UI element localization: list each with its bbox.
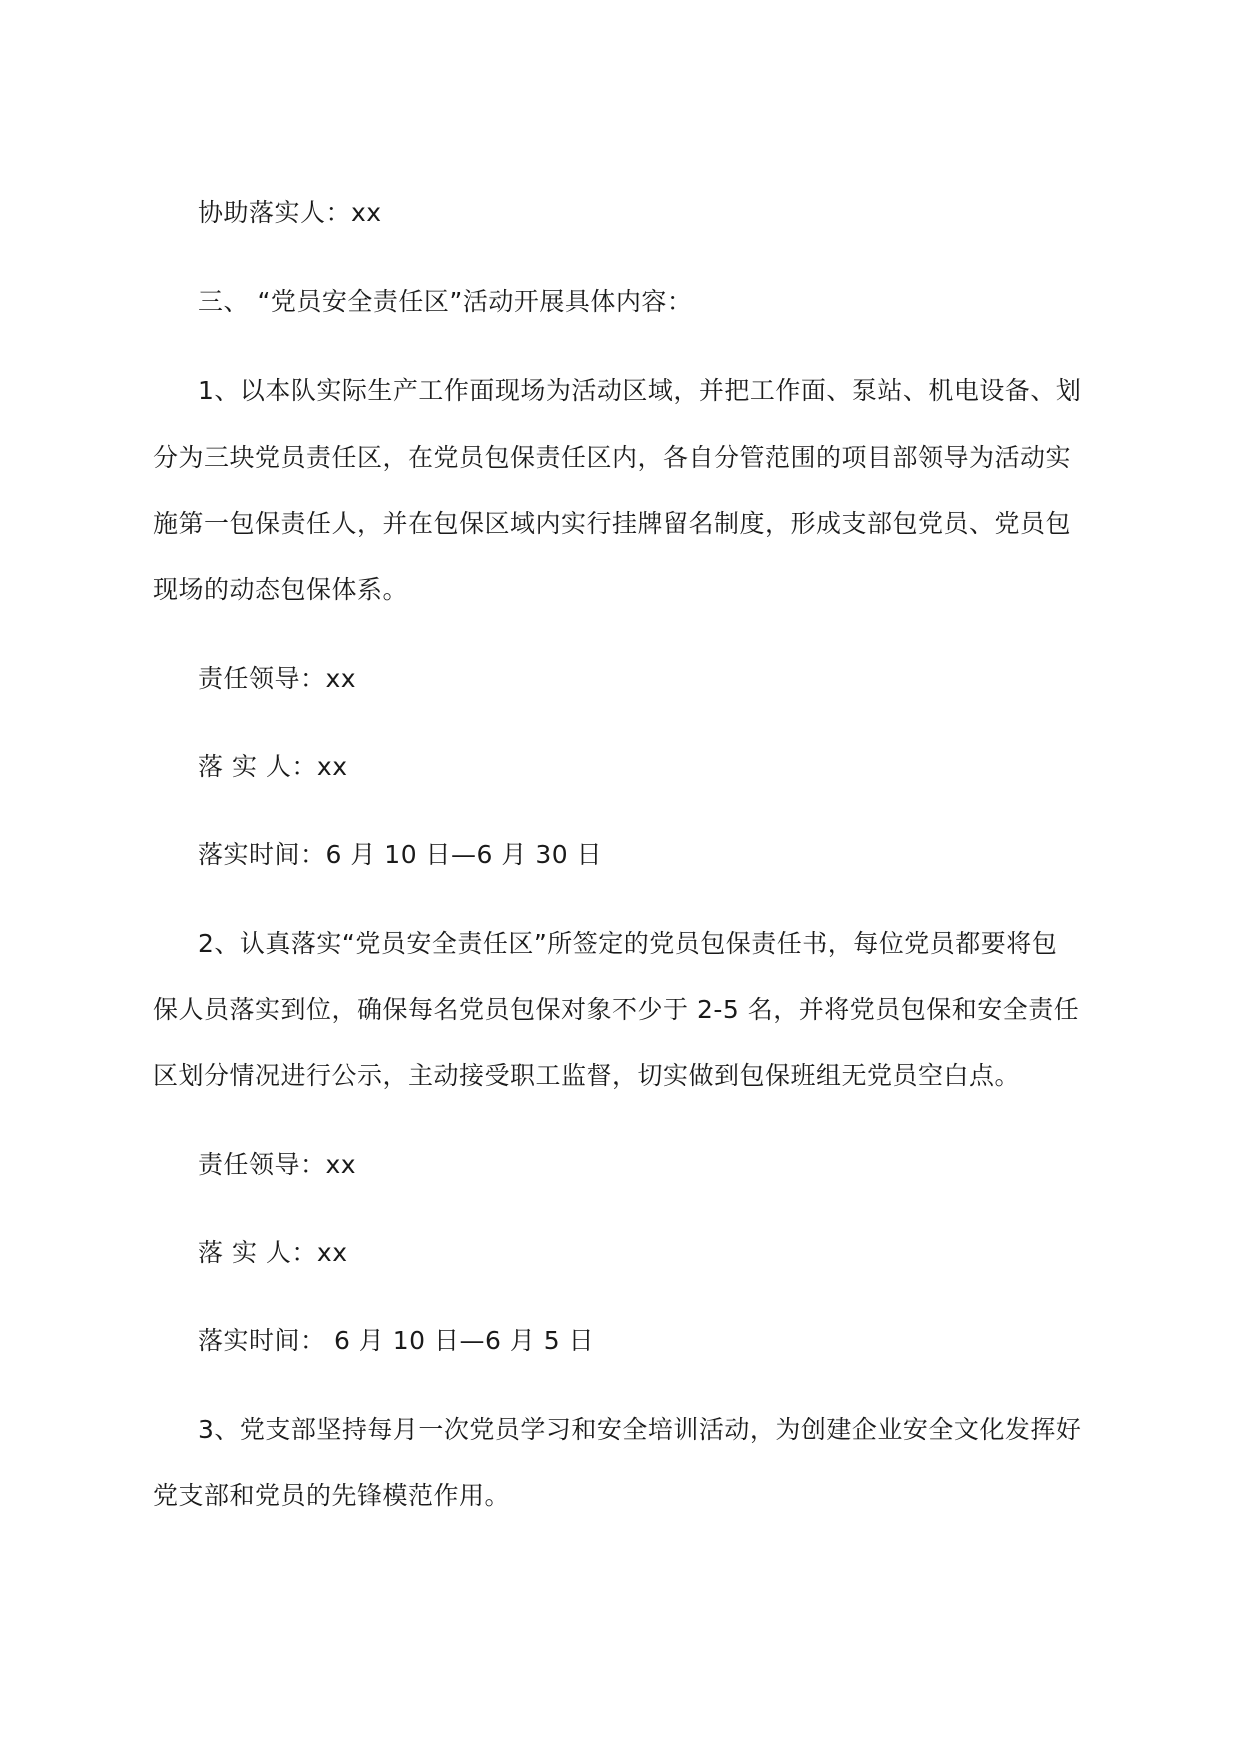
item1-line2: 分为三块党员责任区，在党员包保责任区内，各自分管范围的项目部领导为活动实 — [153, 443, 1072, 472]
section-three-heading: 三、 “党员安全责任区”活动开展具体内容： — [198, 287, 693, 316]
item2-responsible-leader: 责任领导：xx — [198, 1150, 357, 1179]
item2-implementation-time: 落实时间： 6 月 10 日—6 月 5 日 — [198, 1326, 595, 1355]
item1-line4: 现场的动态包保体系。 — [153, 575, 409, 604]
item2-line2: 保人员落实到位，确保每名党员包保对象不少于 2-5 名，并将党员包保和安全责任 — [153, 995, 1080, 1024]
item1-responsible-leader: 责任领导：xx — [198, 664, 357, 693]
item2-implementer: 落 实 人：xx — [198, 1238, 348, 1267]
item1-line3: 施第一包保责任人，并在包保区域内实行挂牌留名制度，形成支部包党员、党员包 — [153, 509, 1072, 538]
item2-line1: 2、认真落实“党员安全责任区”所签定的党员包保责任书，每位党员都要将包 — [198, 929, 1058, 958]
item1-implementer: 落 实 人：xx — [198, 752, 348, 781]
item3-line2: 党支部和党员的先锋模范作用。 — [153, 1481, 511, 1510]
item1-implementation-time: 落实时间：6 月 10 日—6 月 30 日 — [198, 840, 603, 869]
item2-line3: 区划分情况进行公示，主动接受职工监督，切实做到包保班组无党员空白点。 — [153, 1061, 1021, 1090]
item1-line1: 1、以本队实际生产工作面现场为活动区域，并把工作面、泵站、机电设备、划 — [198, 376, 1082, 405]
assist-implementer: 协助落实人：xx — [198, 198, 382, 227]
item3-line1: 3、党支部坚持每月一次党员学习和安全培训活动，为创建企业安全文化发挥好 — [198, 1415, 1082, 1444]
